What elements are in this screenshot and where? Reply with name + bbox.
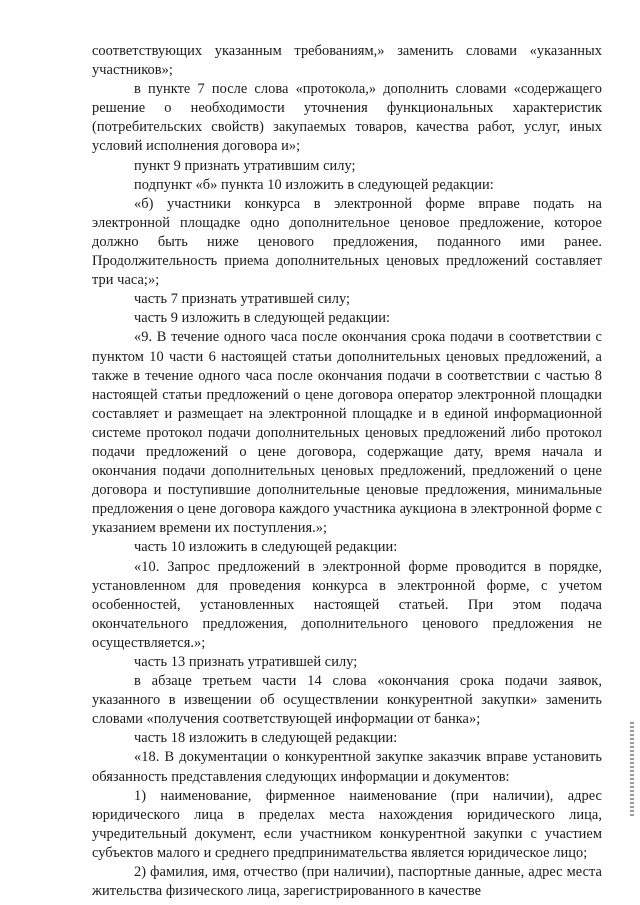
paragraph: часть 10 изложить в следующей редакции: [134, 539, 398, 556]
paragraph: «18. В документации о конкурентной закупке заказчик вправе установить обязанность представления следующих информации и документов: [92, 749, 602, 785]
paragraph: «10. Запрос предложений в электронной форме проводится в порядке, установленном для проведения конкурса в электронной форме, с учетом особенностей, установленных настоящей статьей. При этом подача окончательного предложения, дополнительного ценового предложения не осуществляется.»; [92, 558, 602, 651]
paragraph: часть 13 признать утратившей силу; [134, 654, 358, 670]
paragraph: «9. В течение одного часа после окончания срока подачи в соответствии с пунктом 10 части 6 настоящей статьи дополнительных ценовых предложений, а также в течение одного часа после окончания подачи в соответствии с частью 8 настоящей статьи предложений о цене договора оператор электронной площадки составляет и размещает на электронной площадке и в единой информационной системе протокол подачи дополнительных ценовых предложений либо протокол подачи предложений о цене договора, содержащие дату, время начала и окончания подачи дополнительных ценовых предложений, предложений о цене договора и поступившие дополнительные ценовые предложения, минимальные предложения о цене договора каждого участника аукциона в электронной форме с указанием времени их поступления.»; [92, 329, 602, 537]
paragraph: 1) наименование, фирменное наименование (при наличии), адрес юридического лица в пределах места нахождения юридического лица, учредительный документ, если участником конкурентной закупки с участием субъектов малого и среднего предпринимательства является юридическое лицо; [92, 787, 602, 861]
paragraph: пункт 9 признать утратившим силу; [134, 157, 356, 174]
paragraph: в пункте 7 после слова «протокола,» дополнить словами «содержащего решение о необходимости уточнения функциональных характеристик (потребительских свойств) закупаемых товаров, качества работ, услуг, иных условий исполнения договора и»; [92, 81, 602, 155]
paragraph: «б) участники конкурса в электронной форме вправе подать на электронной площадке одно дополнительное ценовое предложение, которое должно быть ниже ценового предложения, поданного ими ранее. Продолжительность приема дополнительных ценовых предложений составляет три часа;»; [92, 195, 602, 289]
scan-edge-mark [630, 722, 634, 818]
paragraph: часть 18 изложить в следующей редакции: [134, 730, 398, 747]
paragraph: в абзаце третьем части 14 слова «окончания срока подачи заявок, указанного в извещении об осуществлении конкурентной закупки» заменить словами «получения соответствующей информации от банка»; [92, 673, 602, 728]
paragraph: часть 9 изложить в следующей редакции: [134, 310, 391, 327]
paragraph: соответствующих указанным требованиям,» заменить словами «указанных участников»; [92, 43, 602, 79]
paragraph: часть 7 признать утратившей силу; [134, 291, 351, 308]
paragraph: подпункт «б» пункта 10 изложить в следующей редакции: [134, 176, 494, 193]
paragraph: 2) фамилия, имя, отчество (при наличии), паспортные данные, адрес места жительства физического лица, зарегистрированного в качестве [92, 864, 602, 900]
document-body [92, 42, 602, 901]
